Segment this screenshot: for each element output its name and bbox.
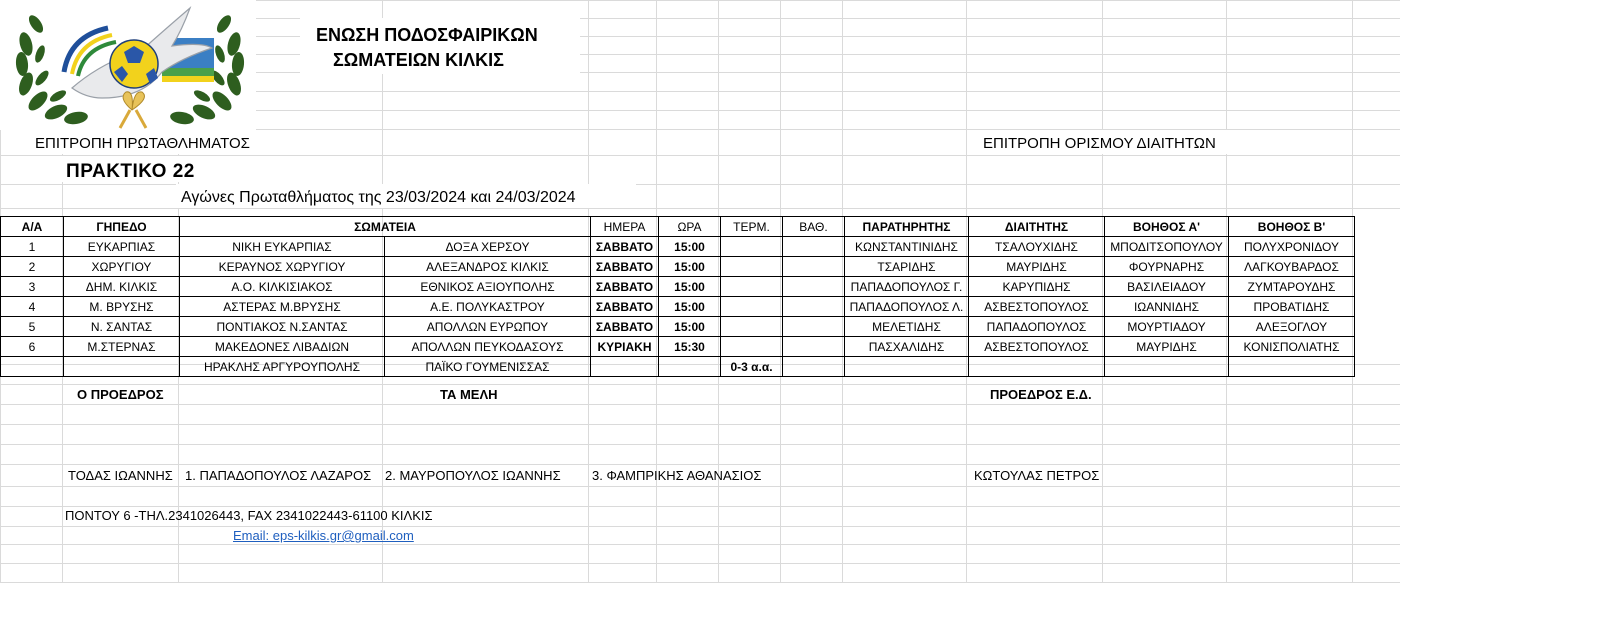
cell-field: ΧΩΡΥΓΙΟΥ xyxy=(64,257,180,277)
cell-day: ΣΑΒΒΑΤΟ xyxy=(591,257,659,277)
cell-asst-a: ΜΑΥΡΙΔΗΣ xyxy=(1105,337,1229,357)
cell-referee: ΠΑΠΑΔΟΠΟΥΛΟΣ xyxy=(969,317,1105,337)
member-1-name: 1. ΠΑΠΑΔΟΠΟΥΛΟΣ ΛΑΖΑΡΟΣ xyxy=(185,468,372,483)
cell-score xyxy=(721,257,783,277)
cell-aa: 2 xyxy=(1,257,64,277)
cell-aa: 5 xyxy=(1,317,64,337)
cell-observer: ΠΑΠΑΔΟΠΟΥΛΟΣ Γ. xyxy=(845,277,969,297)
cell-observer: ΜΕΛΕΤΙΔΗΣ xyxy=(845,317,969,337)
cell-asst-b: ΚΟΝΙΣΠΟΛΙΑΤΗΣ xyxy=(1229,337,1355,357)
header-field: ΓΗΠΕΔΟ xyxy=(64,217,180,237)
header-aa: Α/Α xyxy=(1,217,64,237)
cell-referee: ΑΣΒΕΣΤΟΠΟΥΛΟΣ xyxy=(969,297,1105,317)
cell-away: ΠΑΪΚΟ ΓΟΥΜΕΝΙΣΣΑΣ xyxy=(385,357,591,377)
cell-home: Α.Ο. ΚΙΛΚΙΣΙΑΚΟΣ xyxy=(180,277,385,297)
cell-day: ΣΑΒΒΑΤΟ xyxy=(591,237,659,257)
cell-asst-a: ΦΟΥΡΝΑΡΗΣ xyxy=(1105,257,1229,277)
cell-away: ΔΟΞΑ ΧΕΡΣΟΥ xyxy=(385,237,591,257)
table-row xyxy=(1,257,1355,277)
cell-aa: 1 xyxy=(1,237,64,257)
cell-field: ΔΗΜ. ΚΙΛΚΙΣ xyxy=(64,277,180,297)
header-observer: ΠΑΡΑΤΗΡΗΤΗΣ xyxy=(845,217,969,237)
cell-grade xyxy=(783,237,845,257)
cell-asst-b: ΠΡΟΒΑΤΙΔΗΣ xyxy=(1229,297,1355,317)
cell-home: ΑΣΤΕΡΑΣ Μ.ΒΡΥΣΗΣ xyxy=(180,297,385,317)
cell-grade xyxy=(783,257,845,277)
header-clubs: ΣΩΜΑΤΕΙΑ xyxy=(180,217,591,237)
cell-asst-a: ΒΑΣΙΛΕΙΑΔΟΥ xyxy=(1105,277,1229,297)
cell-field: Μ. ΒΡΥΣΗΣ xyxy=(64,297,180,317)
cell-aa: 4 xyxy=(1,297,64,317)
cell-aa: 3 xyxy=(1,277,64,297)
cell-observer: ΠΑΣΧΑΛΙΔΗΣ xyxy=(845,337,969,357)
match-dates: Αγώνες Πρωταθλήματος της 23/03/2024 και 24/03/2024 xyxy=(181,189,576,206)
table-row xyxy=(1,297,1355,317)
cell-observer: ΚΩΝΣΤΑΝΤΙΝΙΔΗΣ xyxy=(845,237,969,257)
dove-football-wreath-logo xyxy=(12,2,252,130)
cell-field: Μ.ΣΤΕΡΝΑΣ xyxy=(64,337,180,357)
cell-referee: ΤΣΑΛΟΥΧΙΔΗΣ xyxy=(969,237,1105,257)
cell-home: ΗΡΑΚΛΗΣ ΑΡΓΥΡΟΥΠΟΛΗΣ xyxy=(180,357,385,377)
table-row xyxy=(1,337,1355,357)
cell-aa: 6 xyxy=(1,337,64,357)
cell-day: ΣΑΒΒΑΤΟ xyxy=(591,297,659,317)
member-3-name: 3. ΦΑΜΠΡΙΚΗΣ ΑΘΑΝΑΣΙΟΣ xyxy=(592,468,762,483)
cell-time: 15:00 xyxy=(659,237,721,257)
table-row xyxy=(1,357,1355,377)
cell-field: Ν. ΣΑΝΤΑΣ xyxy=(64,317,180,337)
cell-grade xyxy=(783,337,845,357)
contact-email-link[interactable]: Email: eps-kilkis.gr@gmail.com xyxy=(233,528,414,543)
president-ed-name: ΚΩΤΟΥΛΑΣ ΠΕΤΡΟΣ xyxy=(974,468,1100,483)
cell-time: 15:00 xyxy=(659,277,721,297)
header-time: ΩΡΑ xyxy=(659,217,721,237)
cell-score xyxy=(721,317,783,337)
table-row xyxy=(1,237,1355,257)
matches-table xyxy=(0,216,1355,377)
cell-day: ΚΥΡΙΑΚΗ xyxy=(591,337,659,357)
cell-referee: ΚΑΡΥΠΙΔΗΣ xyxy=(969,277,1105,297)
cell-day: ΣΑΒΒΑΤΟ xyxy=(591,317,659,337)
cell-grade xyxy=(783,297,845,317)
contact-address: ΠΟΝΤΟΥ 6 -ΤΗΛ.2341026443, FAX 2341022443-61100 ΚΙΛΚΙΣ xyxy=(65,508,433,523)
cell-time: 15:30 xyxy=(659,337,721,357)
header-assistant-a: ΒΟΗΘΟΣ Α' xyxy=(1105,217,1229,237)
cell-asst-a: ΙΩΑΝΝΙΔΗΣ xyxy=(1105,297,1229,317)
cell-referee: ΑΣΒΕΣΤΟΠΟΥΛΟΣ xyxy=(969,337,1105,357)
cell-score xyxy=(721,277,783,297)
cell-asst-b: ΑΛΕΞΟΓΛΟΥ xyxy=(1229,317,1355,337)
cell-home: ΜΑΚΕΔΟΝΕΣ ΛΙΒΑΔΙΩΝ xyxy=(180,337,385,357)
org-name-line1: ΕΝΩΣΗ ΠΟΔΟΣΦΑΙΡΙΚΩΝ xyxy=(316,25,538,45)
header-day: ΗΜΕΡΑ xyxy=(591,217,659,237)
cell-observer: ΠΑΠΑΔΟΠΟΥΛΟΣ Λ. xyxy=(845,297,969,317)
cell-asst-b: ΠΟΛΥΧΡΟΝΙΔΟΥ xyxy=(1229,237,1355,257)
cell-time: 15:00 xyxy=(659,317,721,337)
cell-asst-b xyxy=(1229,357,1355,377)
cell-home: ΚΕΡΑΥΝΟΣ ΧΩΡΥΓΙΟΥ xyxy=(180,257,385,277)
president-ed-label: ΠΡΟΕΔΡΟΣ Ε.Δ. xyxy=(990,387,1092,402)
cell-away: Α.Ε. ΠΟΛΥΚΑΣΤΡΟΥ xyxy=(385,297,591,317)
header-score: ΤΕΡΜ. xyxy=(721,217,783,237)
cell-grade xyxy=(783,277,845,297)
praktiko-title: ΠΡΑΚΤΙΚΟ 22 xyxy=(66,161,195,182)
cell-observer: ΤΣΑΡΙΔΗΣ xyxy=(845,257,969,277)
committee-right-label: ΕΠΙΤΡΟΠΗ ΟΡΙΣΜΟΥ ΔΙΑΙΤΗΤΩΝ xyxy=(983,135,1216,152)
header-referee: ΔΙΑΙΤΗΤΗΣ xyxy=(969,217,1105,237)
header-grade: ΒΑΘ. xyxy=(783,217,845,237)
cell-score xyxy=(721,337,783,357)
table-row xyxy=(1,277,1355,297)
cell-day xyxy=(591,357,659,377)
cell-asst-a xyxy=(1105,357,1229,377)
cell-score xyxy=(721,237,783,257)
president-name: ΤΟΔΑΣ ΙΩΑΝΝΗΣ xyxy=(68,468,173,483)
committee-left-label: ΕΠΙΤΡΟΠΗ ΠΡΩΤΑΘΛΗΜΑΤΟΣ xyxy=(35,135,250,152)
cell-grade xyxy=(783,357,845,377)
cell-time xyxy=(659,357,721,377)
cell-field: ΕΥΚΑΡΠΙΑΣ xyxy=(64,237,180,257)
cell-score xyxy=(721,297,783,317)
cell-day: ΣΑΒΒΑΤΟ xyxy=(591,277,659,297)
president-label: Ο ΠΡΟΕΔΡΟΣ xyxy=(77,387,164,402)
cell-home: ΠΟΝΤΙΑΚΟΣ Ν.ΣΑΝΤΑΣ xyxy=(180,317,385,337)
cell-grade xyxy=(783,317,845,337)
header-assistant-b: ΒΟΗΘΟΣ Β' xyxy=(1229,217,1355,237)
members-label: ΤΑ ΜΕΛΗ xyxy=(440,387,498,402)
cell-time: 15:00 xyxy=(659,257,721,277)
table-row xyxy=(1,317,1355,337)
member-2-name: 2. ΜΑΥΡΟΠΟΥΛΟΣ ΙΩΑΝΝΗΣ xyxy=(385,468,561,483)
cell-field xyxy=(64,357,180,377)
cell-away: ΕΘΝΙΚΟΣ ΑΞΙΟΥΠΟΛΗΣ xyxy=(385,277,591,297)
cell-observer xyxy=(845,357,969,377)
cell-asst-b: ΖΥΜΤΑΡΟΥΔΗΣ xyxy=(1229,277,1355,297)
cell-aa xyxy=(1,357,64,377)
cell-asst-b: ΛΑΓΚΟΥΒΑΡΔΟΣ xyxy=(1229,257,1355,277)
table-header-row xyxy=(1,217,1355,237)
cell-home: ΝΙΚΗ ΕΥΚΑΡΠΙΑΣ xyxy=(180,237,385,257)
cell-away: ΑΠΟΛΛΩΝ ΕΥΡΩΠΟΥ xyxy=(385,317,591,337)
org-name-line2: ΣΩΜΑΤΕΙΩΝ ΚΙΛΚΙΣ xyxy=(333,50,504,70)
cell-time: 15:00 xyxy=(659,297,721,317)
cell-asst-a: ΜΠΟΔΙΤΣΟΠΟΥΛΟΥ xyxy=(1105,237,1229,257)
cell-referee xyxy=(969,357,1105,377)
cell-referee: ΜΑΥΡΙΔΗΣ xyxy=(969,257,1105,277)
cell-asst-a: ΜΟΥΡΤΙΑΔΟΥ xyxy=(1105,317,1229,337)
cell-away: ΑΛΕΞΑΝΔΡΟΣ ΚΙΛΚΙΣ xyxy=(385,257,591,277)
cell-away: ΑΠΟΛΛΩΝ ΠΕΥΚΟΔΑΣΟΥΣ xyxy=(385,337,591,357)
cell-score: 0-3 α.α. xyxy=(721,357,783,377)
